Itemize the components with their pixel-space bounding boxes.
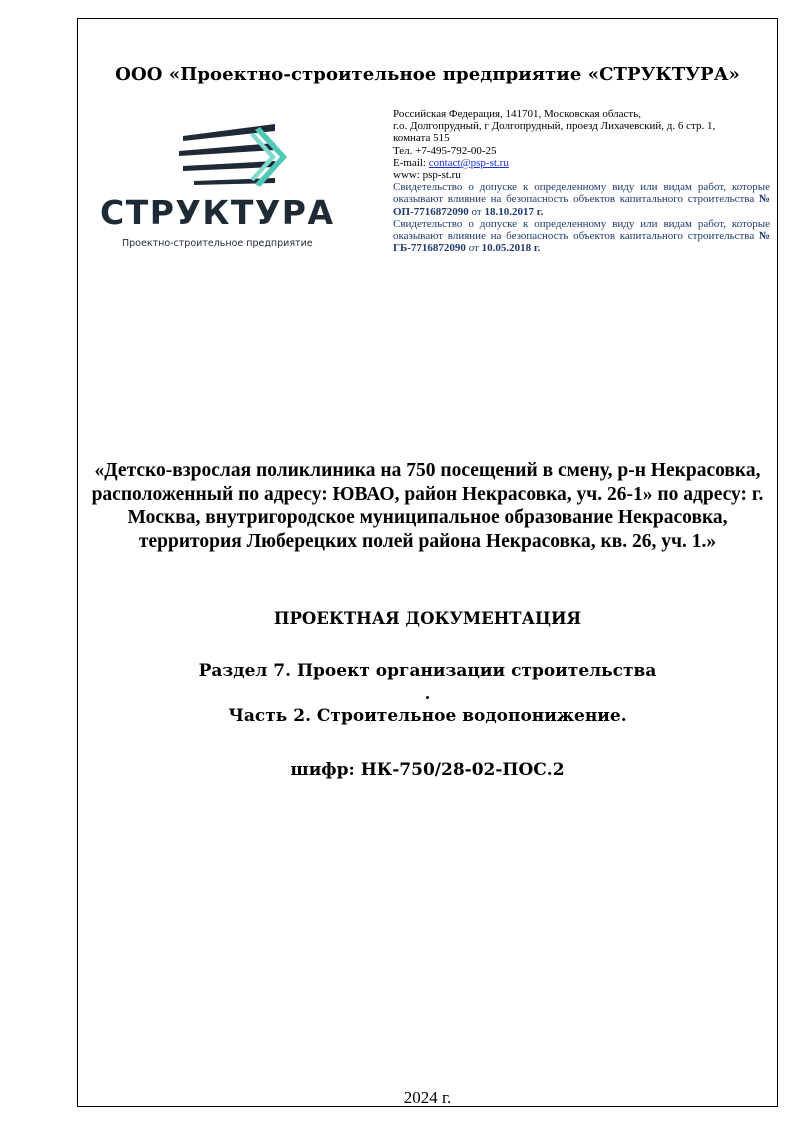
project-title: «Детско-взрослая поликлиника на 750 посещений в смену, р-н Некрасовка, расположенный по адресу: ЮВАО, район Некрасовка, уч. 26-1» по адресу: г. Москва, внутригородское муниципальное образование Некрасовка, территория Люберецких полей района Некрасовка, кв. 26, уч. 1.» [91, 460, 764, 552]
certificate-2-date: 10.05.2018 г. [481, 242, 541, 255]
website: www: psp-st.ru [393, 169, 461, 182]
certificate-2-number: № ГБ-7716872090 [393, 230, 770, 255]
logo-name: СТРУКТУРА [100, 193, 335, 232]
certificate-1-number: № ОП-7716872090 [393, 193, 770, 218]
document-section: Раздел 7. Проект организации строительства [198, 661, 657, 681]
email-link[interactable]: contact@psp-st.ru [428, 156, 509, 169]
company-name: ООО «Проектно-строительное предприятие «СТРУКТУРА» [115, 64, 740, 85]
document-year: 2024 г. [403, 1088, 452, 1107]
phone: Тел. +7-495-792-00-25 [393, 144, 497, 157]
email-line [393, 157, 770, 169]
document-part: Часть 2. Строительное водопонижение. [228, 706, 627, 726]
document-code: шифр: НК-750/28-02-ПОС.2 [290, 760, 565, 780]
document-type: ПРОЕКТНАЯ ДОКУМЕНТАЦИЯ [273, 609, 582, 628]
certificate-2: Свидетельство о допуске к определенному виду или видам работ, которые оказывают влияние на безопасность объектов капитального строительства № ГБ-7716872090 от 10.05.2018 г. [393, 217, 770, 255]
certificate-1-date: 18.10.2017 г. [484, 205, 544, 218]
logo-mark-icon [179, 124, 287, 187]
address-street: г.о. Долгопрудный, г Долгопрудный, проезд Лихачевский, д. 6 стр. 1, [393, 120, 716, 133]
contact-block [393, 108, 770, 254]
address-room: комната 515 [393, 132, 450, 145]
company-logo [100, 124, 360, 254]
address-country: Российская Федерация, 141701, Московская область, [393, 108, 642, 120]
email-label: E-mail: [393, 156, 429, 169]
logo-subtitle: Проектно-строительное предприятие [122, 238, 313, 249]
document-dot: . [424, 684, 431, 703]
certificate-1: Свидетельство о допуске к определенному виду или видам работ, которые оказывают влияние на безопасность объектов капитального строительства № ОП-7716872090 от 18.10.2017 г. [393, 181, 770, 218]
